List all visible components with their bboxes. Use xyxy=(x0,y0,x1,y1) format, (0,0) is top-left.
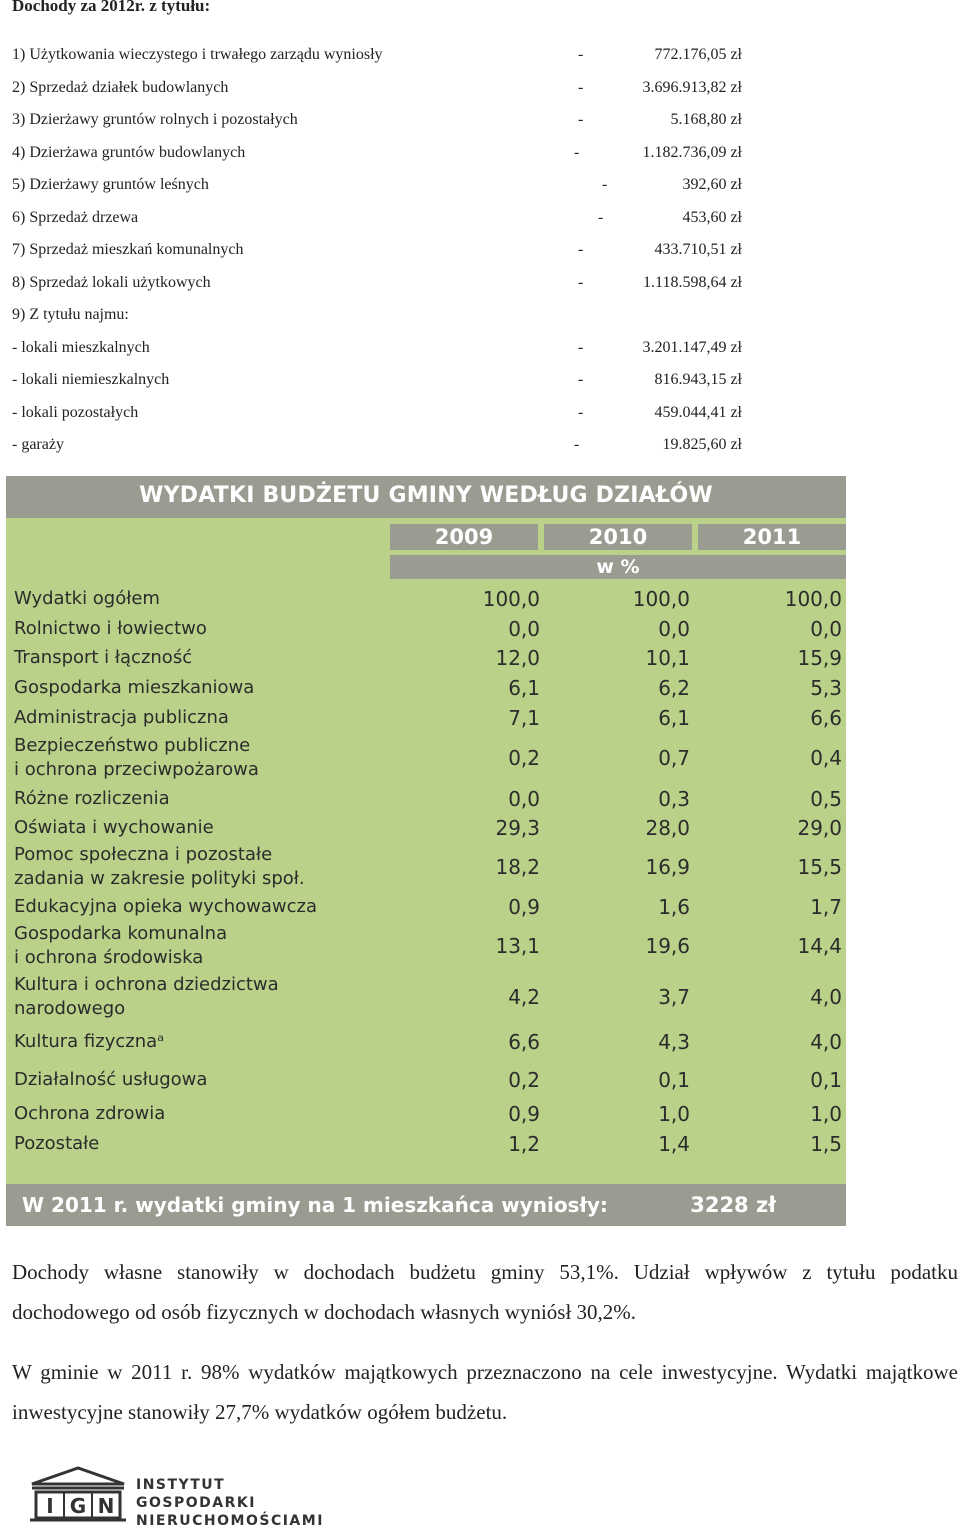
ign-logo xyxy=(28,1466,338,1529)
income-label: - lokali niemieszkalnych xyxy=(12,371,170,388)
table-value-2011: 1,5 xyxy=(810,1132,842,1156)
table-value-2010: 1,0 xyxy=(658,1102,690,1126)
table-row xyxy=(6,784,846,813)
table-row xyxy=(6,614,846,643)
table-value-2009: 4,2 xyxy=(508,984,540,1009)
table-row xyxy=(6,813,846,842)
table-value-2010: 16,9 xyxy=(645,855,690,879)
table-value-2011: 29,0 xyxy=(797,815,842,840)
income-row xyxy=(12,111,742,135)
income-label: - lokali pozostałych xyxy=(12,403,139,421)
table-value-2011: 1,0 xyxy=(810,1102,842,1126)
table-row xyxy=(6,971,846,1022)
income-label: 9) Z tytułu najmu: xyxy=(12,306,129,323)
table-value-2010: 3,7 xyxy=(658,984,690,1009)
table-category: Pozostałe xyxy=(14,1133,100,1154)
table-value-2010: 28,0 xyxy=(645,815,690,840)
table-value-2011: 0,0 xyxy=(810,616,842,641)
unit-header: w % xyxy=(390,555,846,579)
table-row xyxy=(6,892,846,921)
footer-text: W 2011 r. wydatki gminy na 1 mieszkańca wyniosły: xyxy=(22,1193,608,1217)
logo-letter-n: N xyxy=(97,1494,115,1518)
income-row xyxy=(12,46,742,70)
year-header-2009: 2009 xyxy=(390,524,538,550)
table-category: Działalność usługowa xyxy=(14,1069,208,1090)
table-row xyxy=(6,842,846,892)
table-value-2009: 12,0 xyxy=(495,646,540,670)
table-value-2009: 6,6 xyxy=(508,1029,540,1054)
income-row xyxy=(12,404,742,428)
table-category: Gospodarka mieszkaniowa xyxy=(14,677,255,698)
income-dash: - xyxy=(578,78,584,96)
table-value-2009: 0,0 xyxy=(508,786,540,811)
income-dash: - xyxy=(578,403,584,421)
table-value-2011: 5,3 xyxy=(810,676,842,700)
income-row xyxy=(12,144,742,168)
income-dash: - xyxy=(574,436,580,453)
income-dash: - xyxy=(578,111,584,128)
table-category: Wydatki ogółem xyxy=(14,588,160,609)
table-value-2011: 0,4 xyxy=(810,746,842,770)
income-dash: - xyxy=(578,241,584,258)
table-value-2010: 100,0 xyxy=(632,587,690,611)
table-category: Różne rozliczenia xyxy=(14,787,170,809)
logo-letter-g: G xyxy=(69,1494,87,1518)
income-dash: - xyxy=(574,143,580,161)
income-amount: 3.696.913,82 zł xyxy=(642,78,742,96)
table-category: Transport i łączność xyxy=(14,647,193,668)
table-category: Gospodarka komunalna i ochrona środowiska xyxy=(14,923,228,968)
income-row xyxy=(12,436,742,460)
income-row xyxy=(12,79,742,103)
table-value-2009: 0,2 xyxy=(508,746,540,770)
table-value-2009: 13,1 xyxy=(495,934,540,958)
table-value-2010: 1,4 xyxy=(658,1132,690,1156)
income-amount: 392,60 zł xyxy=(682,176,742,193)
income-amount: 459.044,41 zł xyxy=(654,403,742,421)
table-value-2011: 14,4 xyxy=(797,934,842,958)
table-value-2009: 18,2 xyxy=(495,855,540,879)
income-row xyxy=(12,241,742,265)
income-row xyxy=(12,176,742,200)
income-dash: - xyxy=(602,176,608,193)
income-label: 4) Dzierżawa gruntów budowlanych xyxy=(12,143,246,161)
income-row xyxy=(12,306,742,330)
table-category: Oświata i wychowanie xyxy=(14,816,214,838)
table-row xyxy=(6,703,846,732)
income-row xyxy=(12,274,742,298)
logo-letter-i: I xyxy=(46,1494,54,1518)
table-value-2010: 6,2 xyxy=(658,676,690,700)
income-amount: 1.182.736,09 zł xyxy=(642,143,742,161)
income-label: 6) Sprzedaż drzewa xyxy=(12,208,139,226)
income-label: 2) Sprzedaż działek budowlanych xyxy=(12,78,229,96)
table-value-2009: 7,1 xyxy=(508,705,540,730)
table-value-2010: 0,1 xyxy=(658,1068,690,1092)
table-value-2010: 0,3 xyxy=(658,786,690,811)
table-value-2011: 15,9 xyxy=(797,646,842,670)
table-row xyxy=(6,643,846,673)
logo-line-1: INSTYTUT GOSPODARKI xyxy=(136,1477,256,1511)
footer-value: 3228 zł xyxy=(690,1193,776,1217)
income-dash: - xyxy=(578,338,584,356)
paragraph-own-income: Dochody własne stanowiły w dochodach budżetu gminy 53,1%. Udział wpływów z tytułu podatku dochodowego od osób fizycznych w dochodach własnych wyniósł 30,2%. xyxy=(12,1260,958,1324)
table-row xyxy=(6,1022,846,1061)
table-value-2010: 4,3 xyxy=(658,1029,690,1054)
income-label: 7) Sprzedaż mieszkań komunalnych xyxy=(12,241,244,258)
table-row xyxy=(6,921,846,971)
table-value-2011: 0,1 xyxy=(810,1068,842,1092)
table-row xyxy=(6,1099,846,1129)
income-amount: 816.943,15 zł xyxy=(654,371,742,388)
table-value-2011: 1,7 xyxy=(810,894,842,919)
expenditure-table xyxy=(6,476,846,1226)
page-heading: Dochody za 2012r. z tytułu: xyxy=(12,0,211,15)
year-header-2010: 2010 xyxy=(544,524,692,550)
table-value-2011: 6,6 xyxy=(810,705,842,730)
table-category: Kultura fizycznaᵃ xyxy=(14,1030,165,1052)
table-category: Edukacyjna opieka wychowawcza xyxy=(14,895,317,917)
logo-line-2: NIERUCHOMOŚCIAMI xyxy=(136,1513,324,1529)
table-row xyxy=(6,732,846,784)
table-footer xyxy=(6,1184,846,1226)
table-value-2010: 0,0 xyxy=(658,616,690,641)
table-value-2010: 0,7 xyxy=(658,746,690,770)
table-row xyxy=(6,1061,846,1099)
table-category: Bezpieczeństwo publiczne i ochrona przeciwpożarowa xyxy=(14,735,259,780)
year-header-2011: 2011 xyxy=(698,524,846,550)
income-label: 1) Użytkowania wieczystego i trwałego zarządu wyniosły xyxy=(12,46,383,63)
table-value-2009: 1,2 xyxy=(508,1132,540,1156)
income-label: - lokali mieszkalnych xyxy=(12,338,150,356)
table-value-2011: 15,5 xyxy=(797,855,842,879)
table-value-2010: 10,1 xyxy=(645,646,690,670)
table-value-2011: 4,0 xyxy=(810,1029,842,1054)
table-value-2009: 6,1 xyxy=(508,676,540,700)
table-value-2009: 29,3 xyxy=(495,815,540,840)
income-row xyxy=(12,339,742,363)
logo-wordmark xyxy=(136,1476,338,1530)
table-value-2009: 100,0 xyxy=(482,587,540,611)
table-value-2010: 1,6 xyxy=(658,894,690,919)
table-value-2009: 0,9 xyxy=(508,1102,540,1126)
income-row xyxy=(12,209,742,233)
income-amount: 19.825,60 zł xyxy=(662,436,742,453)
income-label: 8) Sprzedaż lokali użytkowych xyxy=(12,273,211,291)
paragraph-investment: W gminie w 2011 r. 98% wydatków majątkowych przeznaczono na cele inwestycyjne. Wydatki majątkowe inwestycyjne stanowiły 27,7% wydatków ogółem budżetu. xyxy=(12,1360,958,1424)
table-row xyxy=(6,673,846,703)
building-logo-icon xyxy=(28,1466,128,1522)
table-category: Rolnictwo i łowiectwo xyxy=(14,617,207,639)
income-dash: - xyxy=(578,273,584,291)
table-value-2009: 0,2 xyxy=(508,1068,540,1092)
table-value-2009: 0,0 xyxy=(508,616,540,641)
income-label: 5) Dzierżawy gruntów leśnych xyxy=(12,176,209,193)
table-value-2010: 19,6 xyxy=(645,934,690,958)
table-title: WYDATKI BUDŻETU GMINY WEDŁUG DZIAŁÓW xyxy=(6,476,846,518)
table-category: Ochrona zdrowia xyxy=(14,1103,166,1124)
income-amount: 5.168,80 zł xyxy=(670,111,742,128)
table-row xyxy=(6,584,846,614)
income-label: 3) Dzierżawy gruntów rolnych i pozostałych xyxy=(12,111,298,128)
income-dash: - xyxy=(578,46,584,63)
table-row xyxy=(6,1129,846,1159)
table-category: Kultura i ochrona dziedzictwa narodowego xyxy=(14,973,279,1019)
table-value-2011: 100,0 xyxy=(784,587,842,611)
table-value-2011: 0,5 xyxy=(810,786,842,811)
income-dash: - xyxy=(598,208,604,226)
table-value-2011: 4,0 xyxy=(810,984,842,1009)
table-category: Administracja publiczna xyxy=(14,706,229,728)
income-amount: 3.201.147,49 zł xyxy=(642,338,742,356)
income-amount: 453,60 zł xyxy=(682,208,742,226)
table-value-2010: 6,1 xyxy=(658,705,690,730)
table-value-2009: 0,9 xyxy=(508,894,540,919)
income-dash: - xyxy=(578,371,584,388)
income-row xyxy=(12,371,742,395)
income-amount: 433.710,51 zł xyxy=(654,241,742,258)
income-amount: 1.118.598,64 zł xyxy=(643,273,742,291)
table-category: Pomoc społeczna i pozostałe zadania w zakresie polityki społ. xyxy=(14,844,305,889)
income-amount: 772.176,05 zł xyxy=(654,46,742,63)
income-label: - garaży xyxy=(12,436,64,453)
